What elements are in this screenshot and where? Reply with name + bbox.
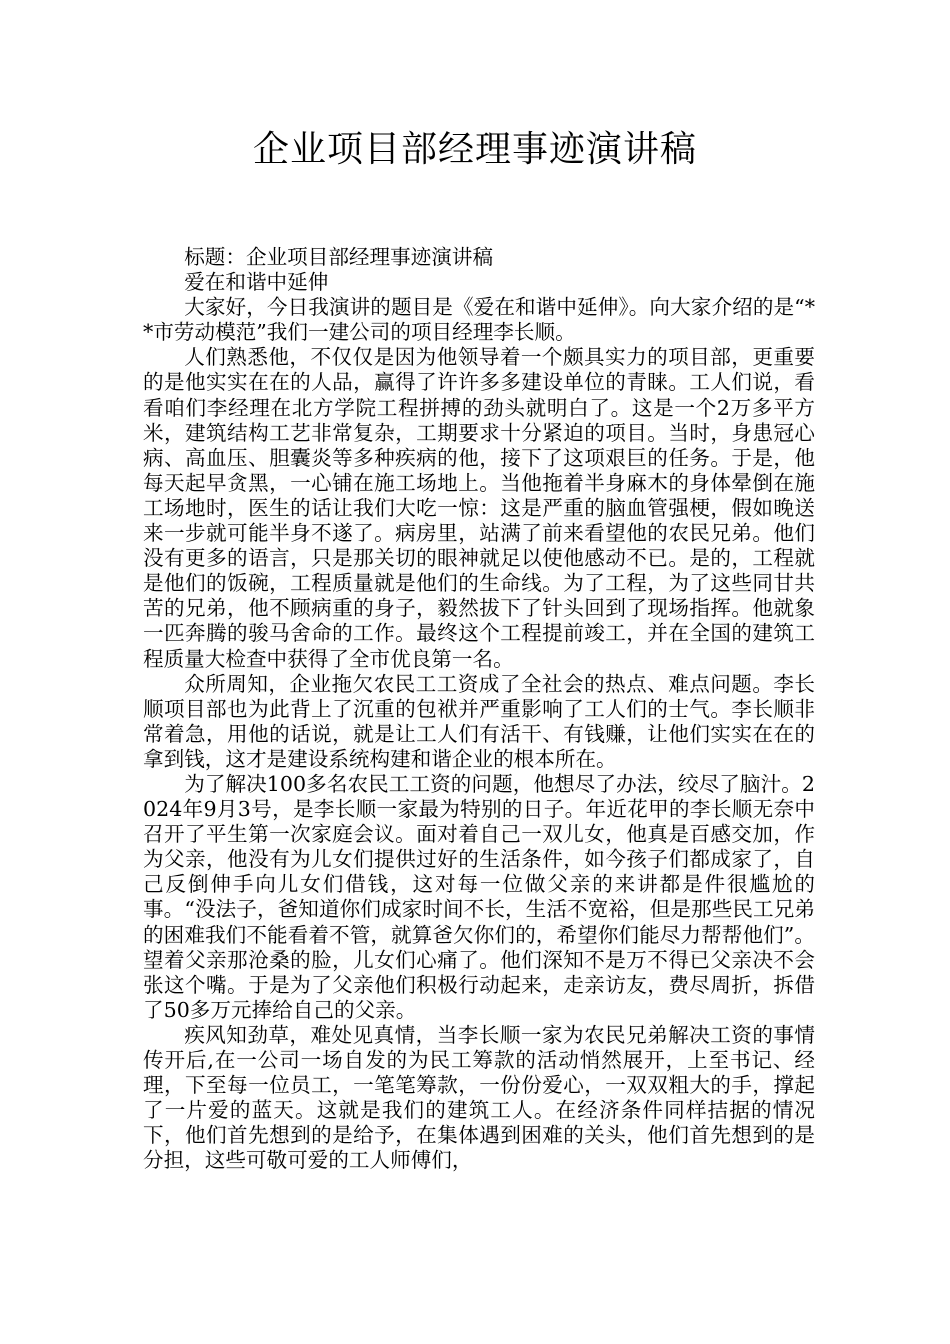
paragraph: 为了解决100多名农民工工资的问题，他想尽了办法，绞尽了脑汁。2024年9月3号，是李长顺一家最为特别的日子。年近花甲的李长顺无奈中召开了平生第一次家庭会议。面对着自己一双儿女，他真是百感交加，作为父亲，他没有为儿女们提供过好的生活条件，如今孩子们都成家了，自己反倒伸手向儿女们借钱，这对每一位做父亲的来讲都是件很尴尬的事。“没法子，爸知道你们成家时间不长，生活不宽裕，但是那些民工兄弟的困难我们不能看着不管，就算爸欠你们的，希望你们能尽力帮帮他们”。望着父亲那沧桑的脸，儿女们心痛了。他们深知不是万不得已父亲决不会张这个嘴。于是为了父亲他们积极行动起来，走亲访友，费尽周折，拆借了50多万元捧给自己的父亲。 <box>143 771 815 1022</box>
document-body <box>143 245 815 1173</box>
paragraph: 人们熟悉他，不仅仅是因为他领导着一个颇具实力的项目部，更重要的是他实实在在的人品，赢得了许许多多建设单位的青睐。工人们说，看看咱们李经理在北方学院工程拼搏的劲头就明白了。这是一个2万多平方米，建筑结构工艺非常复杂，工期要求十分紧迫的项目。当时，身患冠心病、高血压、胆囊炎等多种疾病的他，接下了这项艰巨的任务。于是，他每天起早贪黑，一心铺在施工场地上。当他拖着半身麻木的身体晕倒在施工场地时，医生的话让我们大吃一惊：这是严重的脑血管强梗，假如晚送来一步就可能半身不遂了。病房里，站满了前来看望他的农民兄弟。他们没有更多的语言，只是那关切的眼神就足以使他感动不已。是的，工程就是他们的饭碗，工程质量就是他们的生命线。为了工程，为了这些同甘共苦的兄弟，他不顾病重的身子，毅然拔下了针头回到了现场指挥。他就象一匹奔腾的骏马舍命的工作。最终这个工程提前竣工，并在全国的建筑工程质量大检查中获得了全市优良第一名。 <box>143 345 815 671</box>
paragraph: 疾风知劲草，难处见真情，当李长顺一家为农民兄弟解决工资的事情传开后,在一公司一场自发的为民工筹款的活动悄然展开，上至书记、经理，下至每一位员工，一笔笔筹款，一份份爱心，一双双粗大的手，撑起了一片爱的蓝天。这就是我们的建筑工人。在经济条件同样拮据的情况下，他们首先想到的是给予，在集体遇到困难的关头，他们首先想到的是分担，这些可敬可爱的工人师傅们， <box>143 1022 815 1173</box>
paragraph: 众所周知，企业拖欠农民工工资成了全社会的热点、难点问题。李长顺项目部也为此背上了沉重的包袱并严重影响了工人们的士气。李长顺非常着急，用他的话说，就是让工人们有活干、有钱赚，让他们实实在在的拿到钱，这才是建设系统构建和谐企业的根本所在。 <box>143 671 815 771</box>
subtitle-line: 爱在和谐中延伸 <box>184 270 329 295</box>
title-line: 标题：企业项目部经理事迹演讲稿 <box>184 245 494 269</box>
paragraph: 大家好，今日我演讲的题目是《爱在和谐中延伸》。向大家介绍的是“**市劳动模范”我们一建公司的项目经理李长顺。 <box>143 295 815 345</box>
document-title: 企业项目部经理事迹演讲稿 <box>252 129 697 170</box>
